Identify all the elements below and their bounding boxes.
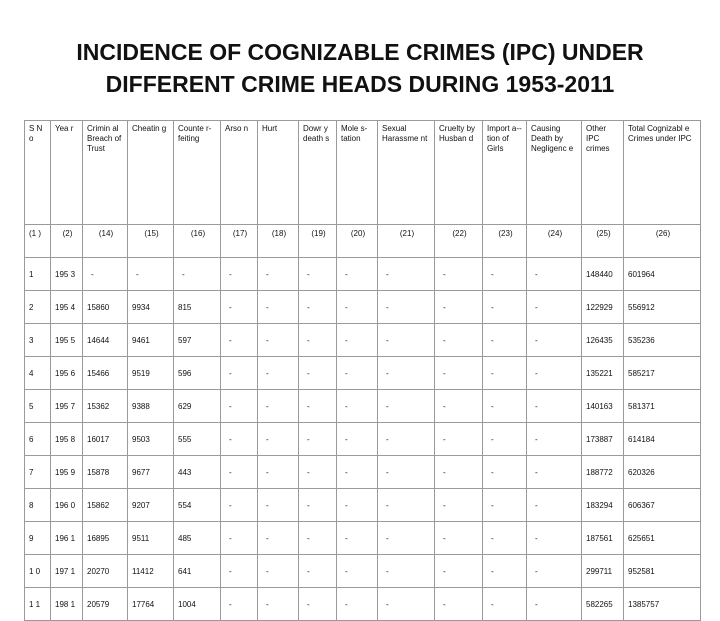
value-cell: 9207 — [128, 489, 174, 522]
value-cell: - — [221, 324, 258, 357]
value-cell: 15862 — [83, 489, 128, 522]
value-cell: - — [483, 324, 527, 357]
value-cell: - — [337, 324, 378, 357]
table-row — [25, 258, 701, 291]
column-number: (2) — [51, 225, 83, 258]
value-cell: - — [337, 555, 378, 588]
value-cell: - — [258, 555, 299, 588]
year-cell: 195 7 — [51, 390, 83, 423]
value-cell: - — [378, 258, 435, 291]
value-cell: 299711 — [582, 555, 624, 588]
column-number: (18) — [258, 225, 299, 258]
value-cell: 20270 — [83, 555, 128, 588]
value-cell: - — [258, 258, 299, 291]
column-header: Import a--tion of Girls — [483, 121, 527, 225]
value-cell: - — [337, 423, 378, 456]
value-cell: - — [435, 357, 483, 390]
value-cell: - — [527, 489, 582, 522]
value-cell: - — [221, 522, 258, 555]
value-cell: - — [483, 423, 527, 456]
value-cell: - — [258, 324, 299, 357]
value-cell: 485 — [174, 522, 221, 555]
value-cell: 15466 — [83, 357, 128, 390]
value-cell: - — [527, 522, 582, 555]
value-cell: - — [435, 489, 483, 522]
year-cell: 198 1 — [51, 588, 83, 621]
value-cell: - — [258, 291, 299, 324]
serial-number-cell: 1 — [25, 258, 51, 291]
value-cell: - — [221, 423, 258, 456]
table-row — [25, 291, 701, 324]
value-cell: - — [378, 390, 435, 423]
value-cell: - — [435, 324, 483, 357]
column-header: Crimin al Breach of Trust — [83, 121, 128, 225]
value-cell: 625651 — [624, 522, 701, 555]
table-row — [25, 423, 701, 456]
value-cell: - — [378, 357, 435, 390]
value-cell: 9934 — [128, 291, 174, 324]
serial-number-cell: 5 — [25, 390, 51, 423]
value-cell: 554 — [174, 489, 221, 522]
table-row — [25, 489, 701, 522]
value-cell: - — [435, 291, 483, 324]
value-cell: - — [483, 489, 527, 522]
crime-table-container — [24, 120, 700, 609]
value-cell: - — [174, 258, 221, 291]
value-cell: 606367 — [624, 489, 701, 522]
value-cell: - — [258, 456, 299, 489]
column-number: (14) — [83, 225, 128, 258]
value-cell: - — [527, 588, 582, 621]
value-cell: 9388 — [128, 390, 174, 423]
value-cell: - — [258, 489, 299, 522]
table-row — [25, 522, 701, 555]
value-cell: - — [299, 291, 337, 324]
value-cell: - — [337, 357, 378, 390]
value-cell: - — [435, 555, 483, 588]
value-cell: 9511 — [128, 522, 174, 555]
value-cell: 135221 — [582, 357, 624, 390]
value-cell: - — [299, 555, 337, 588]
column-header: Dowr y death s — [299, 121, 337, 225]
year-cell: 195 3 — [51, 258, 83, 291]
value-cell: - — [337, 489, 378, 522]
column-header: Mole s-tation — [337, 121, 378, 225]
value-cell: - — [337, 291, 378, 324]
value-cell: - — [527, 555, 582, 588]
column-header: Cheatin g — [128, 121, 174, 225]
value-cell: 20579 — [83, 588, 128, 621]
value-cell: - — [435, 588, 483, 621]
column-header: Total Cognizabl e Crimes under IPC — [624, 121, 701, 225]
column-header: Yea r — [51, 121, 83, 225]
value-cell: 126435 — [582, 324, 624, 357]
value-cell: - — [435, 522, 483, 555]
serial-number-cell: 6 — [25, 423, 51, 456]
value-cell: - — [221, 291, 258, 324]
value-cell: 14644 — [83, 324, 128, 357]
value-cell: - — [299, 390, 337, 423]
value-cell: - — [483, 588, 527, 621]
value-cell: 582265 — [582, 588, 624, 621]
value-cell: 15362 — [83, 390, 128, 423]
value-cell: - — [378, 555, 435, 588]
value-cell: 614184 — [624, 423, 701, 456]
value-cell: 148440 — [582, 258, 624, 291]
value-cell: - — [258, 588, 299, 621]
value-cell: - — [435, 456, 483, 489]
value-cell: - — [483, 522, 527, 555]
value-cell: - — [378, 522, 435, 555]
value-cell: - — [527, 390, 582, 423]
column-number: (26) — [624, 225, 701, 258]
value-cell: - — [435, 258, 483, 291]
value-cell: - — [83, 258, 128, 291]
value-cell: - — [527, 291, 582, 324]
year-cell: 196 0 — [51, 489, 83, 522]
value-cell: 601964 — [624, 258, 701, 291]
value-cell: - — [299, 489, 337, 522]
value-cell: - — [378, 291, 435, 324]
table-row — [25, 390, 701, 423]
value-cell: 620326 — [624, 456, 701, 489]
value-cell: - — [527, 258, 582, 291]
crime-table — [24, 120, 701, 621]
title-line-2: DIFFERENT CRIME HEADS DURING 1953-2011 — [105, 71, 615, 97]
value-cell: 187561 — [582, 522, 624, 555]
page-title — [0, 36, 720, 100]
value-cell: 9503 — [128, 423, 174, 456]
column-number: (1 ) — [25, 225, 51, 258]
value-cell: 585217 — [624, 357, 701, 390]
value-cell: - — [378, 588, 435, 621]
table-row — [25, 555, 701, 588]
value-cell: 122929 — [582, 291, 624, 324]
value-cell: - — [299, 423, 337, 456]
value-cell: 556912 — [624, 291, 701, 324]
value-cell: 9519 — [128, 357, 174, 390]
column-number: (16) — [174, 225, 221, 258]
value-cell: 16895 — [83, 522, 128, 555]
value-cell: 952581 — [624, 555, 701, 588]
column-header: Hurt — [258, 121, 299, 225]
column-number: (24) — [527, 225, 582, 258]
value-cell: 15860 — [83, 291, 128, 324]
value-cell: 173887 — [582, 423, 624, 456]
year-cell: 195 5 — [51, 324, 83, 357]
value-cell: - — [337, 390, 378, 423]
serial-number-cell: 2 — [25, 291, 51, 324]
value-cell: - — [337, 258, 378, 291]
value-cell: 9461 — [128, 324, 174, 357]
value-cell: - — [527, 456, 582, 489]
value-cell: - — [378, 324, 435, 357]
value-cell: 16017 — [83, 423, 128, 456]
value-cell: - — [258, 423, 299, 456]
value-cell: 443 — [174, 456, 221, 489]
table-row — [25, 357, 701, 390]
year-cell: 197 1 — [51, 555, 83, 588]
year-cell: 195 8 — [51, 423, 83, 456]
value-cell: - — [299, 324, 337, 357]
serial-number-cell: 1 0 — [25, 555, 51, 588]
column-number: (21) — [378, 225, 435, 258]
column-number: (25) — [582, 225, 624, 258]
column-header: Causing Death by Negligenc e — [527, 121, 582, 225]
column-number: (15) — [128, 225, 174, 258]
value-cell: - — [221, 390, 258, 423]
value-cell: 596 — [174, 357, 221, 390]
value-cell: - — [527, 357, 582, 390]
value-cell: 1004 — [174, 588, 221, 621]
value-cell: - — [258, 390, 299, 423]
column-number: (17) — [221, 225, 258, 258]
serial-number-cell: 1 1 — [25, 588, 51, 621]
value-cell: 15878 — [83, 456, 128, 489]
value-cell: - — [299, 588, 337, 621]
value-cell: - — [221, 456, 258, 489]
value-cell: - — [483, 456, 527, 489]
value-cell: - — [221, 357, 258, 390]
year-cell: 195 4 — [51, 291, 83, 324]
value-cell: - — [483, 291, 527, 324]
column-header: Cruelty by Husban d — [435, 121, 483, 225]
value-cell: - — [483, 357, 527, 390]
value-cell: - — [527, 423, 582, 456]
value-cell: - — [221, 555, 258, 588]
value-cell: 183294 — [582, 489, 624, 522]
value-cell: - — [299, 357, 337, 390]
value-cell: - — [483, 390, 527, 423]
column-header: Counte r-feiting — [174, 121, 221, 225]
value-cell: 140163 — [582, 390, 624, 423]
column-number: (20) — [337, 225, 378, 258]
value-cell: - — [378, 423, 435, 456]
value-cell: 188772 — [582, 456, 624, 489]
value-cell: - — [378, 489, 435, 522]
value-cell: 9677 — [128, 456, 174, 489]
column-number-row — [25, 225, 701, 258]
column-header: Sexual Harassme nt — [378, 121, 435, 225]
value-cell: - — [258, 357, 299, 390]
year-cell: 195 9 — [51, 456, 83, 489]
column-header: S N o — [25, 121, 51, 225]
value-cell: - — [378, 456, 435, 489]
value-cell: - — [483, 258, 527, 291]
serial-number-cell: 3 — [25, 324, 51, 357]
value-cell: - — [337, 588, 378, 621]
value-cell: 629 — [174, 390, 221, 423]
value-cell: - — [221, 489, 258, 522]
table-row — [25, 324, 701, 357]
value-cell: - — [299, 258, 337, 291]
value-cell: - — [128, 258, 174, 291]
value-cell: - — [299, 456, 337, 489]
year-cell: 195 6 — [51, 357, 83, 390]
value-cell: - — [435, 390, 483, 423]
value-cell: - — [483, 555, 527, 588]
year-cell: 196 1 — [51, 522, 83, 555]
value-cell: 581371 — [624, 390, 701, 423]
value-cell: 1385757 — [624, 588, 701, 621]
value-cell: - — [337, 522, 378, 555]
value-cell: - — [527, 324, 582, 357]
column-header: Other IPC crimes — [582, 121, 624, 225]
value-cell: 641 — [174, 555, 221, 588]
value-cell: 17764 — [128, 588, 174, 621]
value-cell: - — [221, 588, 258, 621]
value-cell: 597 — [174, 324, 221, 357]
column-number: (19) — [299, 225, 337, 258]
column-header: Arso n — [221, 121, 258, 225]
value-cell: 555 — [174, 423, 221, 456]
header-row — [25, 121, 701, 225]
column-number: (23) — [483, 225, 527, 258]
title-line-1: INCIDENCE OF COGNIZABLE CRIMES (IPC) UNDER — [76, 39, 644, 65]
table-body — [25, 258, 701, 621]
value-cell: - — [221, 258, 258, 291]
table-row — [25, 588, 701, 621]
value-cell: 815 — [174, 291, 221, 324]
value-cell: 535236 — [624, 324, 701, 357]
value-cell: - — [435, 423, 483, 456]
table-row — [25, 456, 701, 489]
value-cell: - — [337, 456, 378, 489]
serial-number-cell: 7 — [25, 456, 51, 489]
serial-number-cell: 8 — [25, 489, 51, 522]
serial-number-cell: 9 — [25, 522, 51, 555]
serial-number-cell: 4 — [25, 357, 51, 390]
value-cell: - — [299, 522, 337, 555]
value-cell: - — [258, 522, 299, 555]
value-cell: 11412 — [128, 555, 174, 588]
column-number: (22) — [435, 225, 483, 258]
